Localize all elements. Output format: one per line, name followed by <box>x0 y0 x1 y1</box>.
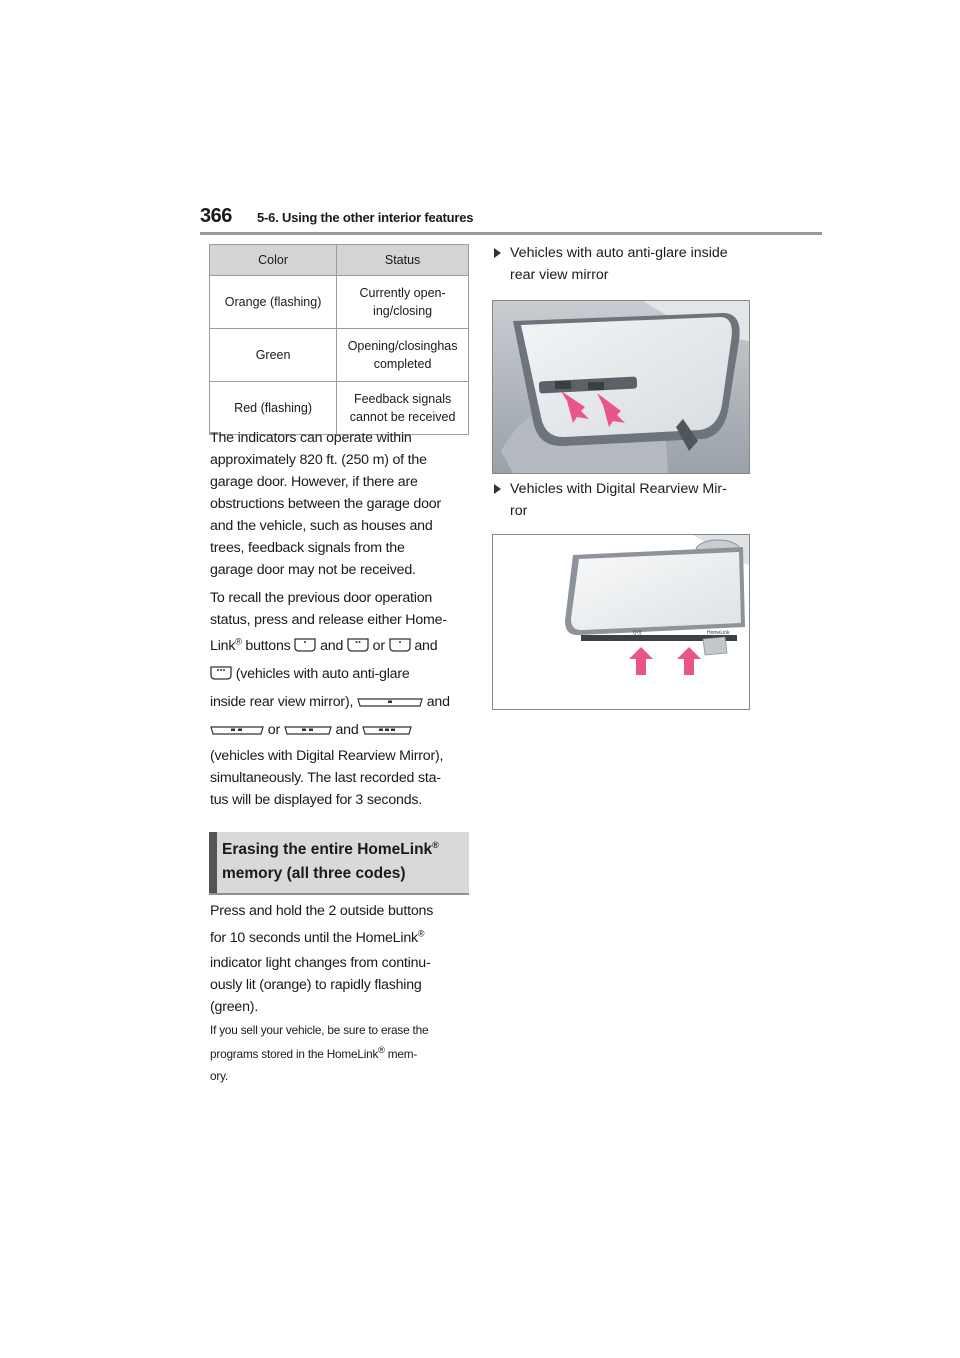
digital-mirror-illustration <box>493 535 749 709</box>
recall-paragraph <box>210 587 472 811</box>
bullet-triangle-icon <box>494 248 501 258</box>
and-word: and <box>320 638 344 654</box>
figure-auto-antiglare-mirror <box>492 300 750 474</box>
paragraph-line: (green). <box>210 999 259 1015</box>
sell-vehicle-note <box>210 1019 472 1087</box>
paragraph-line: (vehicles with Digital Rearview Mirror), <box>210 748 444 764</box>
table-cell-status <box>337 276 469 329</box>
paragraph-line: garage door. However, if there are <box>210 474 418 490</box>
status-line: cannot be received <box>349 410 456 424</box>
or-word: or <box>267 722 280 738</box>
registered-mark: ® <box>378 1045 385 1056</box>
registered-mark: ® <box>417 928 425 939</box>
heading-title <box>222 838 439 886</box>
heading-accent-bar <box>209 832 217 893</box>
paragraph-line: and the vehicle, such as houses and <box>210 518 433 534</box>
note-text: mem- <box>384 1047 418 1061</box>
homelink-button-1-icon <box>294 637 316 653</box>
paragraph-line: The indicators can operate within <box>210 430 412 446</box>
status-line: Opening/closinghas <box>347 338 458 353</box>
note-text: programs stored in the HomeLink <box>210 1047 379 1061</box>
erase-paragraph <box>210 900 472 1018</box>
svg-text:((•)): ((•)) <box>633 630 642 636</box>
table-row <box>210 276 469 329</box>
paragraph-line <box>210 719 472 741</box>
bullet-digital-mirror <box>494 478 774 522</box>
homelink-button-3-icon <box>210 665 232 681</box>
or-word: or <box>372 638 385 654</box>
paragraph-line <box>210 927 472 949</box>
status-line: Currently open- <box>359 285 446 300</box>
digital-mirror-button-2-icon <box>210 725 264 737</box>
digital-mirror-button-3-icon <box>362 725 412 737</box>
header-rule <box>200 232 822 235</box>
bullet-auto-antiglare <box>494 242 774 286</box>
section-title: 5-6. Using the other interior features <box>257 210 474 225</box>
status-table <box>209 244 469 435</box>
link-word: Link <box>210 638 236 654</box>
auto-antiglare-mirror-illustration <box>493 301 749 473</box>
paragraph-line: ously lit (orange) to rapidly flashing <box>210 977 422 993</box>
table-cell-color: Red (flashing) <box>210 382 337 435</box>
paragraph-line: garage door may not be received. <box>210 562 416 578</box>
bullet-line: rear view mirror <box>510 267 609 283</box>
paragraph-line: status, press and release either Home- <box>210 612 447 628</box>
table-row <box>210 329 469 382</box>
paragraph-line: trees, feedback signals from the <box>210 540 405 556</box>
paragraph-text: (vehicles with auto anti-glare <box>235 666 410 682</box>
note-line: ory. <box>210 1069 228 1083</box>
bullet-line: ror <box>510 503 528 519</box>
heading-line: memory (all three codes) <box>222 865 406 882</box>
registered-mark: ® <box>432 839 439 850</box>
digital-mirror-button-1-icon <box>357 697 423 709</box>
note-line: If you sell your vehicle, be sure to erase the <box>210 1023 429 1037</box>
table-cell-color: Orange (flashing) <box>210 276 337 329</box>
table-header-status: Status <box>337 245 469 276</box>
and-word: and <box>414 638 438 654</box>
homelink-button-2-icon <box>347 637 369 653</box>
homelink-button-3-icon <box>389 637 411 653</box>
bullet-triangle-icon <box>494 484 501 494</box>
status-line: completed <box>373 357 432 371</box>
paragraph-line: indicator light changes from continu- <box>210 955 431 971</box>
paragraph-text: for 10 seconds until the HomeLink <box>210 930 418 946</box>
erase-memory-heading <box>209 832 469 895</box>
status-line: ing/closing <box>373 304 433 318</box>
table-cell-status <box>337 329 469 382</box>
paragraph-line: To recall the previous door operation <box>210 590 433 606</box>
and-word: and <box>335 722 359 738</box>
paragraph-text: inside rear view mirror), <box>210 694 354 710</box>
and-word: and <box>426 694 450 710</box>
digital-mirror-button-2-icon <box>284 725 332 737</box>
table-header-color: Color <box>210 245 337 276</box>
paragraph-line <box>210 635 472 657</box>
indicators-paragraph <box>210 427 472 581</box>
paragraph-line: simultaneously. The last recorded sta- <box>210 770 441 786</box>
homelink-logo-text: HomeLink <box>707 630 730 636</box>
status-line: Feedback signals <box>353 391 452 406</box>
buttons-word: buttons <box>241 638 291 654</box>
paragraph-line: tus will be displayed for 3 seconds. <box>210 792 423 808</box>
table-cell-color: Green <box>210 329 337 382</box>
paragraph-line <box>210 691 472 713</box>
registered-mark: ® <box>235 636 242 647</box>
paragraph-line: obstructions between the garage door <box>210 496 441 512</box>
paragraph-line: approximately 820 ft. (250 m) of the <box>210 452 427 468</box>
heading-line: Erasing the entire HomeLink <box>222 841 433 858</box>
page-number: 366 <box>200 205 232 227</box>
paragraph-line <box>210 663 472 685</box>
figure-digital-rearview-mirror <box>492 534 750 710</box>
table-header-row <box>210 245 469 276</box>
bullet-line: Vehicles with Digital Rearview Mir- <box>510 481 727 497</box>
paragraph-line: Press and hold the 2 outside buttons <box>210 903 434 919</box>
bullet-line: Vehicles with auto anti-glare inside <box>510 245 728 261</box>
note-line <box>210 1043 472 1065</box>
